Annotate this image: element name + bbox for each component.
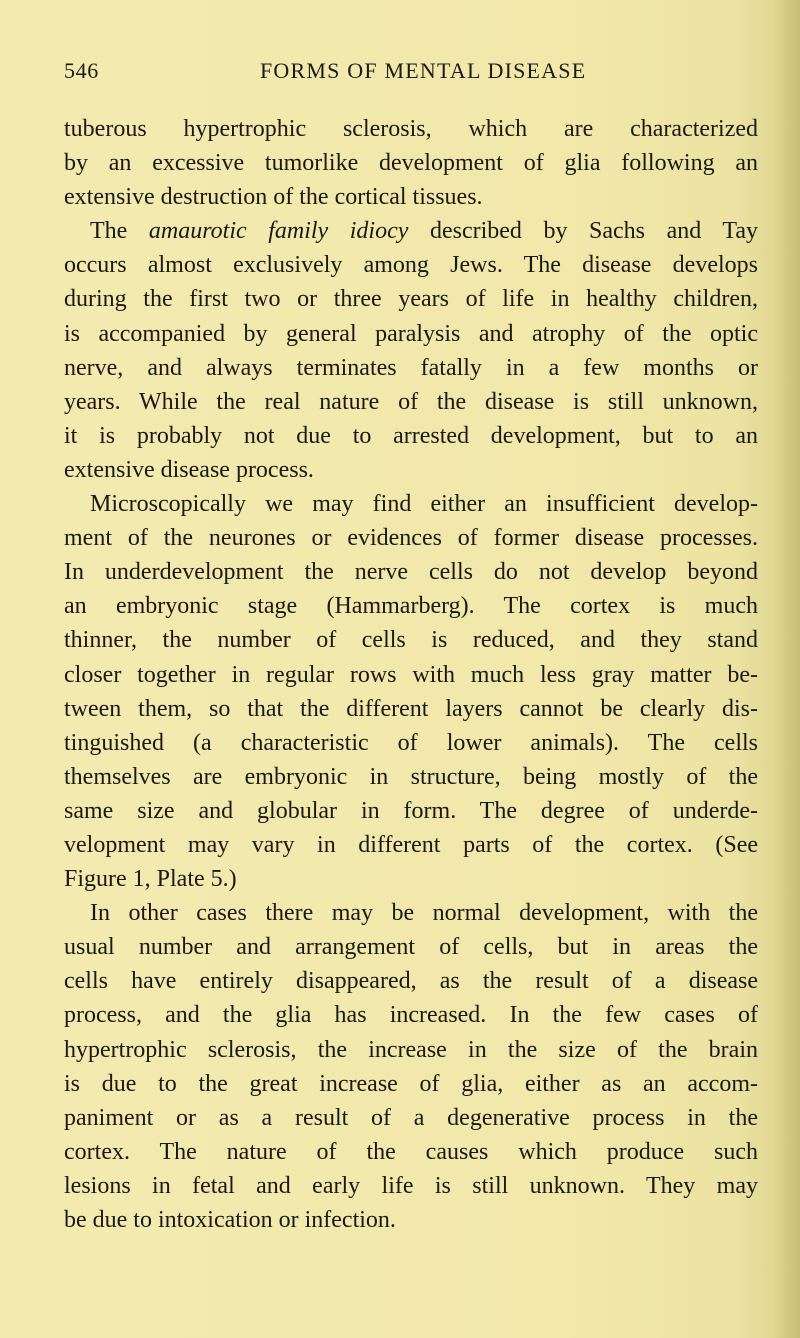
text-line: ment of the neurones or evidences of former disease processes. — [64, 525, 758, 552]
text-line: cortex. The nature of the causes which produce such — [64, 1138, 758, 1165]
text-line: Microscopically we may find either an insufficient develop- — [90, 491, 758, 518]
text-line: themselves are embryonic in structure, being mostly of the — [64, 763, 758, 790]
text-line: years. While the real nature of the disease is still unknown, — [64, 388, 758, 415]
disease-term: amaurotic family idiocy — [148, 218, 409, 245]
text-line: The amaurotic family idiocy described by Sachs and Tay — [90, 218, 758, 245]
text-line: velopment may vary in different parts of the cortex. (See — [64, 831, 758, 858]
text-line: In other cases there may be normal development, with the — [90, 900, 758, 927]
text-line: thinner, the number of cells is reduced, and they stand — [64, 627, 758, 654]
text-line: same size and globular in form. The degree of underde- — [64, 797, 758, 824]
text-line: usual number and arrangement of cells, but in areas the — [64, 934, 758, 961]
text-line: hypertrophic sclerosis, the increase in the size of the brain — [64, 1036, 758, 1063]
text-line: Figure 1, Plate 5.) — [64, 866, 237, 893]
body-text — [64, 112, 758, 1237]
text-line: tuberous hypertrophic sclerosis, which are characterized — [64, 116, 758, 142]
text-line: by an excessive tumorlike development of glia following an — [64, 150, 758, 177]
running-head: FORMS OF MENTAL DISEASE — [260, 58, 587, 83]
text-line: during the first two or three years of life in healthy children, — [64, 286, 758, 313]
text-line: occurs almost exclusively among Jews. The disease develops — [64, 252, 758, 279]
text-line: lesions in fetal and early life is still unknown. They may — [64, 1172, 758, 1199]
text-line: be due to intoxication or infection. — [64, 1207, 396, 1233]
text-line: it is probably not due to arrested development, but to an — [64, 422, 758, 449]
text-line: is accompanied by general paralysis and atrophy of the optic — [64, 320, 758, 347]
text-line: closer together in regular rows with much less gray matter be- — [64, 661, 758, 688]
page-number: 546 — [64, 58, 99, 83]
text-line: process, and the glia has increased. In the few cases of — [64, 1002, 758, 1029]
text-line: is due to the great increase of glia, either as an accom- — [64, 1070, 758, 1097]
text-line: extensive destruction of the cortical tissues. — [64, 184, 483, 211]
text-line: extensive disease process. — [64, 456, 314, 483]
text-line: nerve, and always terminates fatally in a few months or — [64, 354, 758, 381]
text-line: an embryonic stage (Hammarberg). The cortex is much — [64, 593, 758, 620]
text-line: paniment or as a result of a degenerative process in the — [64, 1104, 758, 1131]
text-line: In underdevelopment the nerve cells do not develop beyond — [64, 559, 758, 586]
text-line: tinguished (a characteristic of lower animals). The cells — [64, 729, 758, 756]
page-edge-shadow — [774, 0, 800, 1338]
page-header — [64, 58, 754, 88]
text-line: cells have entirely disappeared, as the result of a disease — [64, 968, 758, 995]
text-line: tween them, so that the different layers cannot be clearly dis- — [64, 695, 758, 722]
